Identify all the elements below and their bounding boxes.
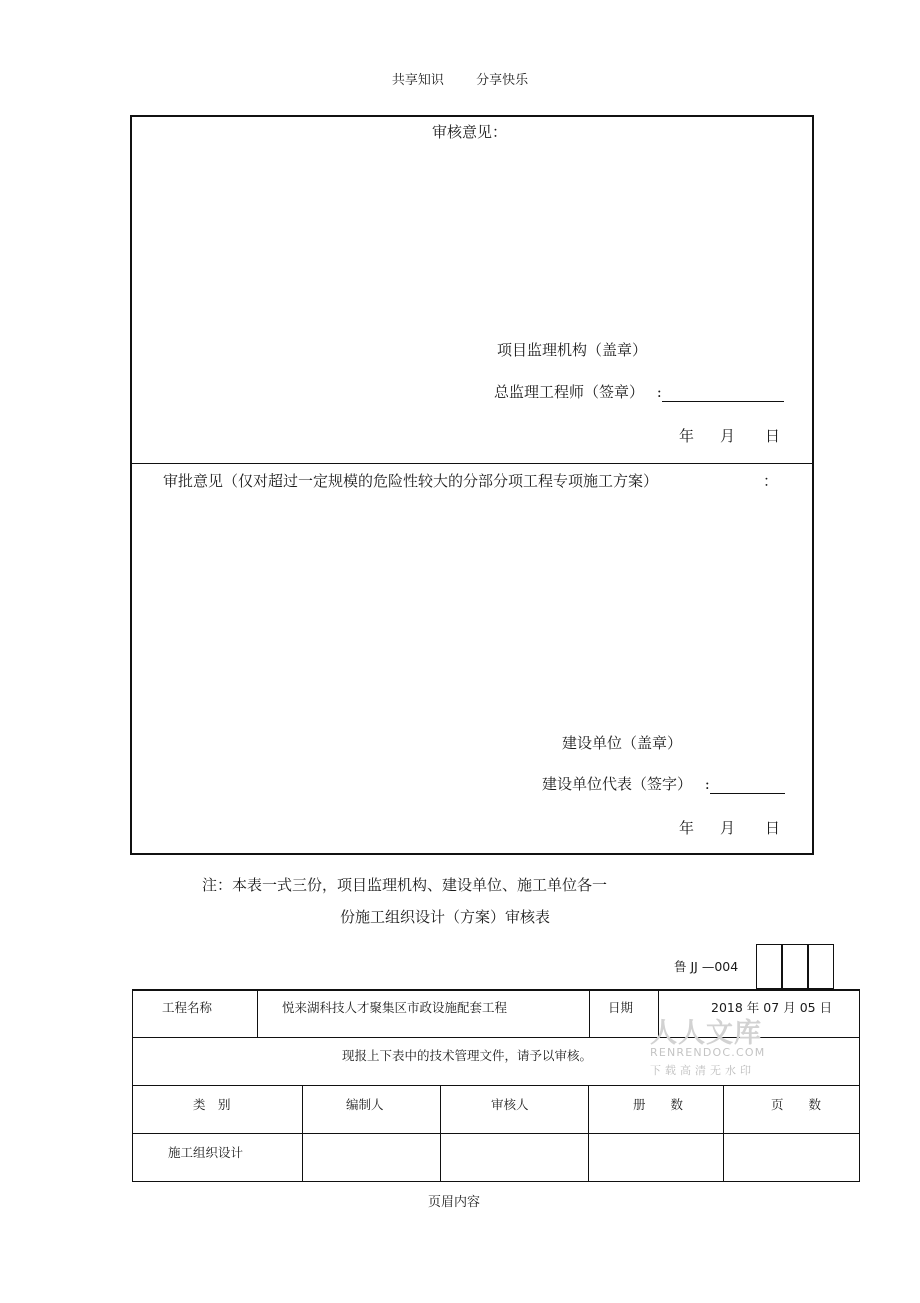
project-name-label: 工程名称 (162, 1000, 213, 1015)
col-header-pages: 页 数 (771, 1097, 822, 1112)
col-header-reviewer: 审核人 (491, 1097, 529, 1112)
construction-rep-signature-line[interactable] (710, 777, 785, 794)
row1-volumes-cell[interactable] (589, 1134, 722, 1180)
date-value[interactable]: 2018 年 07 月 05 日 (711, 1000, 833, 1015)
construction-unit-seal-label: 建设单位（盖章） (562, 734, 683, 752)
watermark-domain: RENRENDOC.COM (650, 1046, 766, 1059)
submission-statement: 现报上下表中的技术管理文件，请予以审核。 (342, 1048, 593, 1063)
approval-date: 年 月 日 (679, 819, 781, 837)
header-right-text: 分享快乐 (476, 73, 529, 88)
code-box-1[interactable] (756, 944, 782, 989)
header-left-text: 共享知识 (391, 73, 444, 88)
form-title: 份施工组织设计（方案）审核表 (340, 908, 551, 926)
chief-engineer-sign-label: 总监理工程师（签章） : (494, 381, 784, 402)
date-label: 日期 (608, 1000, 634, 1015)
row1-pages-cell[interactable] (724, 1134, 858, 1180)
project-name-value[interactable]: 悦来湖科技人才聚集区市政设施配套工程 (282, 1000, 508, 1015)
supervision-org-seal-label: 项目监理机构（盖章） (497, 341, 648, 359)
code-box-2[interactable] (782, 944, 808, 989)
watermark-logo-text: 人人文库 (650, 1018, 762, 1049)
review-approval-divider (130, 463, 814, 464)
page-header (0, 69, 920, 88)
approval-opinion-title: 审批意见（仅对超过一定规模的危险性较大的分部分项工程专项施工方案） (163, 472, 659, 490)
col-header-volumes: 册 数 (633, 1097, 684, 1112)
col-header-category: 类 别 (193, 1097, 231, 1112)
watermark-tagline: 下载高清无水印 (650, 1064, 755, 1077)
construction-rep-sign-label: 建设单位代表（签字） : (542, 773, 785, 794)
review-date: 年 月 日 (679, 427, 781, 445)
chief-engineer-signature-line[interactable] (662, 385, 784, 402)
review-opinion-title: 审核意见： (432, 123, 508, 141)
code-box-3[interactable] (808, 944, 834, 989)
row-category-construction-design: 施工组织设计 (168, 1145, 244, 1160)
row1-reviewer-cell[interactable] (441, 1134, 587, 1180)
approval-colon: ： (763, 472, 779, 490)
note-line-1: 注：本表一式三份，项目监理机构、建设单位、施工单位各一 (202, 876, 608, 894)
page-footer: 页眉内容 (428, 1195, 481, 1210)
form-code: 鲁 JJ —004 (674, 959, 739, 974)
row1-preparer-cell[interactable] (303, 1134, 439, 1180)
col-header-preparer: 编制人 (346, 1097, 384, 1112)
